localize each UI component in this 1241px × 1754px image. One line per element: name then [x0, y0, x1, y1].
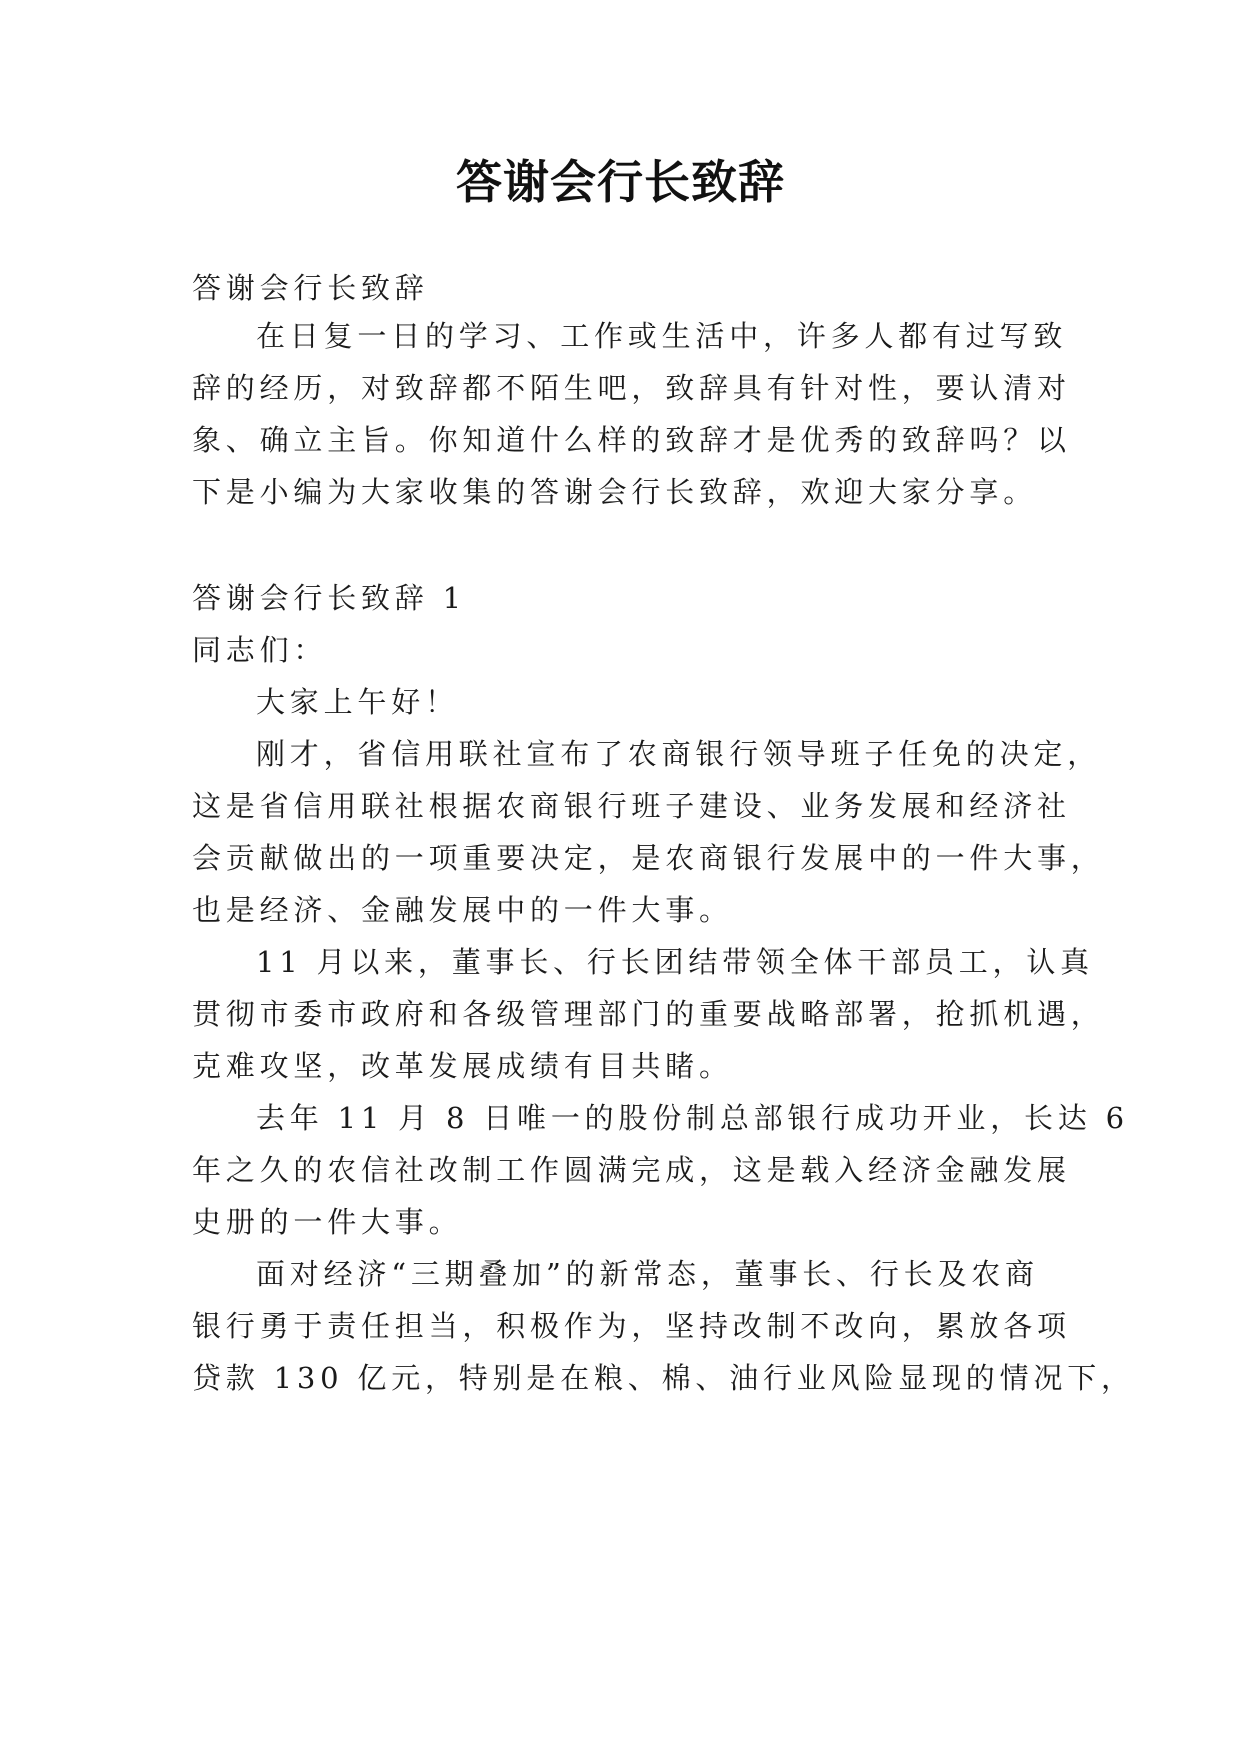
- paragraph-line: 史册的一件大事。: [192, 1205, 463, 1239]
- intro-line: 下是小编为大家收集的答谢会行长致辞，欢迎大家分享。: [192, 475, 1038, 509]
- paragraph-line: 11 月以来，董事长、行长团结带领全体干部员工，认真: [256, 945, 1094, 979]
- paragraph-line: 年之久的农信社改制工作圆满完成，这是载入经济金融发展: [192, 1153, 1071, 1187]
- intro-line: 象、确立主旨。你知道什么样的致辞才是优秀的致辞吗？以: [192, 423, 1071, 457]
- paragraph-line: 面对经济“三期叠加”的新常态，董事长、行长及农商: [256, 1257, 1039, 1291]
- paragraph-line: 会贡献做出的一项重要决定，是农商银行发展中的一件大事，: [192, 841, 1105, 875]
- paragraph-line: 贷款 130 亿元，特别是在粮、棉、油行业风险显现的情况下，: [192, 1361, 1135, 1395]
- intro-line: 在日复一日的学习、工作或生活中，许多人都有过写致: [256, 319, 1068, 353]
- paragraph-line: 银行勇于责任担当，积极作为，坚持改制不改向，累放各项: [192, 1309, 1071, 1343]
- intro-line: 辞的经历，对致辞都不陌生吧，致辞具有针对性，要认清对: [192, 371, 1071, 405]
- subtitle: 答谢会行长致辞: [192, 271, 429, 305]
- section-heading: 答谢会行长致辞 1: [192, 581, 466, 615]
- paragraph-line: 克难攻坚，改革发展成绩有目共睹。: [192, 1049, 733, 1083]
- greeting: 大家上午好！: [256, 685, 459, 719]
- paragraph-line: 刚才，省信用联社宣布了农商银行领导班子任免的决定，: [256, 737, 1102, 771]
- paragraph-line: 也是经济、金融发展中的一件大事。: [192, 893, 733, 927]
- paragraph-line: 去年 11 月 8 日唯一的股份制总部银行成功开业，长达 6: [256, 1101, 1129, 1135]
- paragraph-line: 这是省信用联社根据农商银行班子建设、业务发展和经济社: [192, 789, 1071, 823]
- paragraph-line: 贯彻市委市政府和各级管理部门的重要战略部署，抢抓机遇，: [192, 997, 1105, 1031]
- document-title: 答谢会行长致辞: [456, 155, 785, 209]
- salutation: 同志们：: [192, 633, 328, 667]
